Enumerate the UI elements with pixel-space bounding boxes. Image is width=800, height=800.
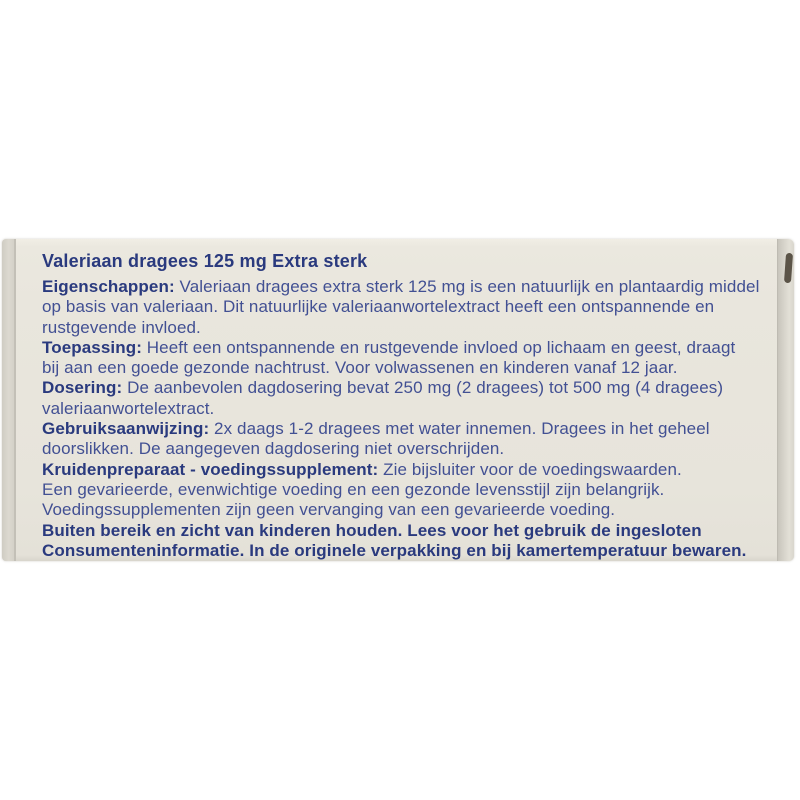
package-left-edge (2, 239, 16, 561)
label-text-line (42, 399, 778, 419)
label-text-line (42, 318, 778, 338)
section-label: Buiten bereik en zicht van kinderen houden. Lees voor het gebruik de ingesloten (42, 520, 702, 540)
label-text-line (42, 439, 778, 459)
label-text-line (42, 480, 778, 500)
section-label: Consumenteninformatie. In de originele verpakking en bij kamertemperatuur bewaren. (42, 540, 747, 560)
section-text: 2x daags 1-2 dragees met water innemen. Dragees in het geheel (209, 419, 710, 439)
label-lines (42, 277, 778, 561)
section-text: Voedingssupplementen zijn geen vervanging van een gevarieerde voeding. (42, 500, 616, 520)
label-text-line (42, 521, 778, 541)
section-label: Eigenschappen: (42, 277, 175, 296)
label-text-line (42, 378, 778, 398)
section-label: Dosering: (42, 378, 123, 398)
section-text: Heeft een ontspannende en rustgevende invloed op lichaam en geest, draagt (141, 337, 736, 357)
label-text-line (42, 338, 778, 358)
label-text-line (42, 297, 778, 317)
section-label: Gebruiksaanwijzing: (42, 419, 210, 439)
section-text: De aanbevolen dagdosering bevat 250 mg (2 dragees) tot 500 mg (4 dragees) (122, 378, 724, 398)
section-text: valeriaanwortelextract. (42, 398, 215, 418)
label-text-line (42, 419, 778, 439)
label-text-line (42, 277, 778, 297)
package-right-edge (777, 239, 794, 561)
label-text-line (42, 500, 778, 520)
section-text: doorslikken. De aangegeven dagdosering niet overschrijden. (42, 439, 505, 459)
product-title: Valeriaan dragees 125 mg Extra sterk (42, 251, 368, 271)
section-text: rustgevende invloed. (42, 317, 201, 337)
label-text-line (42, 541, 778, 561)
label-text-block (42, 251, 778, 561)
section-text: bij aan een goede gezonde nachtrust. Voor volwassenen en kinderen vanaf 12 jaar. (42, 358, 678, 378)
section-text: Zie bijsluiter voor de voedingswaarden. (378, 459, 682, 479)
section-text: Een gevarieerde, evenwichtige voeding en een gezonde levensstijl zijn belangrijk. (42, 479, 665, 499)
section-label: Toepassing: (42, 337, 142, 357)
label-text-line (42, 358, 778, 378)
label-text-line (42, 460, 778, 480)
section-text: Valeriaan dragees extra sterk 125 mg is een natuurlijk en plantaardig middel (174, 277, 760, 296)
section-label: Kruidenpreparaat - voedingssupplement: (42, 459, 379, 479)
section-text: op basis van valeriaan. Dit natuurlijke valeriaanwortelextract heeft een ontspannende en (42, 297, 715, 317)
package-back-panel (2, 239, 794, 561)
